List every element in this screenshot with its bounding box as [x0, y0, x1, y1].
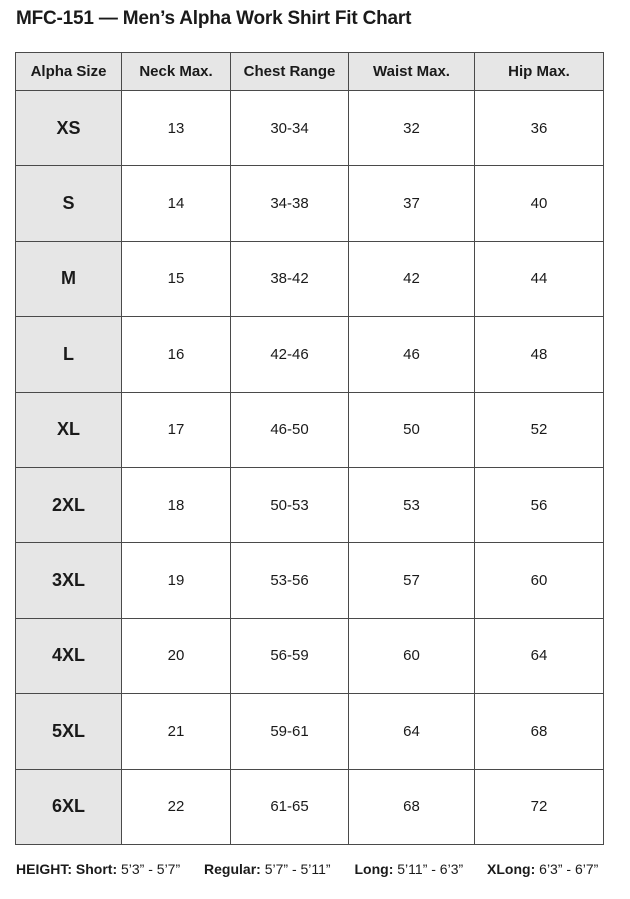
cell-hip: 40	[475, 166, 604, 241]
height-label: HEIGHT:	[16, 861, 72, 877]
cell-chest: 56-59	[231, 618, 349, 693]
table-row	[16, 91, 604, 166]
column-header-chest: Chest Range	[231, 53, 349, 91]
table-row	[16, 241, 604, 316]
cell-chest: 61-65	[231, 769, 349, 844]
table-row	[16, 467, 604, 542]
cell-waist: 37	[349, 166, 475, 241]
cell-alpha-size: M	[16, 241, 122, 316]
column-header-neck: Neck Max.	[122, 53, 231, 91]
column-header-hip: Hip Max.	[475, 53, 604, 91]
table-row	[16, 543, 604, 618]
long-label: Long:	[354, 861, 394, 877]
cell-waist: 32	[349, 91, 475, 166]
cell-hip: 72	[475, 769, 604, 844]
cell-alpha-size: S	[16, 166, 122, 241]
cell-waist: 60	[349, 618, 475, 693]
table-header-row	[16, 53, 604, 91]
cell-alpha-size: L	[16, 317, 122, 392]
cell-chest: 38-42	[231, 241, 349, 316]
cell-chest: 50-53	[231, 467, 349, 542]
cell-neck: 14	[122, 166, 231, 241]
long-value: 5’11” - 6’3”	[397, 861, 464, 877]
cell-hip: 52	[475, 392, 604, 467]
cell-chest: 59-61	[231, 694, 349, 769]
cell-neck: 15	[122, 241, 231, 316]
table-row	[16, 392, 604, 467]
table-row	[16, 694, 604, 769]
table-row	[16, 317, 604, 392]
cell-neck: 19	[122, 543, 231, 618]
cell-alpha-size: 2XL	[16, 467, 122, 542]
cell-hip: 68	[475, 694, 604, 769]
cell-neck: 17	[122, 392, 231, 467]
cell-neck: 20	[122, 618, 231, 693]
height-legend	[16, 861, 618, 877]
short-label: Short:	[75, 861, 118, 877]
cell-chest: 30-34	[231, 91, 349, 166]
cell-waist: 53	[349, 467, 475, 542]
cell-alpha-size: XS	[16, 91, 122, 166]
cell-waist: 68	[349, 769, 475, 844]
cell-chest: 34-38	[231, 166, 349, 241]
page-title: MFC-151 — Men’s Alpha Work Shirt Fit Chart	[16, 8, 412, 29]
cell-neck: 21	[122, 694, 231, 769]
table-row	[16, 166, 604, 241]
cell-chest: 42-46	[231, 317, 349, 392]
size-chart-table	[15, 52, 604, 845]
cell-alpha-size: 6XL	[16, 769, 122, 844]
cell-alpha-size: XL	[16, 392, 122, 467]
cell-hip: 36	[475, 91, 604, 166]
cell-chest: 46-50	[231, 392, 349, 467]
cell-alpha-size: 5XL	[16, 694, 122, 769]
cell-alpha-size: 4XL	[16, 618, 122, 693]
column-header-waist: Waist Max.	[349, 53, 475, 91]
cell-waist: 64	[349, 694, 475, 769]
cell-waist: 42	[349, 241, 475, 316]
regular-label: Regular:	[204, 861, 261, 877]
table-row	[16, 769, 604, 844]
cell-neck: 18	[122, 467, 231, 542]
cell-neck: 22	[122, 769, 231, 844]
cell-hip: 48	[475, 317, 604, 392]
cell-hip: 60	[475, 543, 604, 618]
xlong-label: XLong:	[487, 861, 536, 877]
column-header-alpha-size: Alpha Size	[16, 53, 122, 91]
table-row	[16, 618, 604, 693]
short-value: 5’3” - 5’7”	[121, 861, 181, 877]
cell-waist: 46	[349, 317, 475, 392]
cell-hip: 56	[475, 467, 604, 542]
cell-chest: 53-56	[231, 543, 349, 618]
xlong-value: 6’3” - 6’7”	[539, 861, 599, 877]
cell-alpha-size: 3XL	[16, 543, 122, 618]
cell-waist: 57	[349, 543, 475, 618]
cell-waist: 50	[349, 392, 475, 467]
cell-neck: 13	[122, 91, 231, 166]
cell-neck: 16	[122, 317, 231, 392]
cell-hip: 64	[475, 618, 604, 693]
cell-hip: 44	[475, 241, 604, 316]
regular-value: 5’7” - 5’11”	[264, 861, 331, 877]
